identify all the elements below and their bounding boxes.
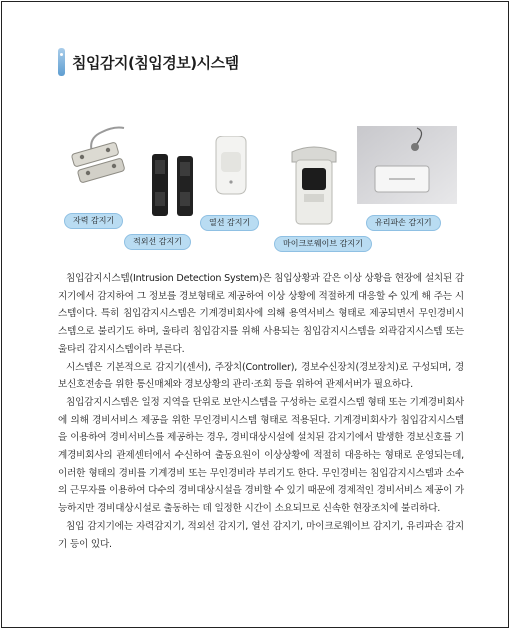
document-page	[1, 1, 509, 628]
title-accent-bar	[58, 48, 65, 76]
magnetic-sensor-label: 자력 감지기	[64, 213, 123, 229]
infrared-sensor-image	[148, 152, 198, 218]
glassbreak-sensor-image	[357, 126, 457, 204]
paragraph-4: 침입 감지기에는 자력감지기, 적외선 감지기, 열선 감지기, 마이크로웨이브 감지기, 유리파손 감지기 등이 있다.	[58, 520, 464, 550]
paragraph-2: 시스템은 기본적으로 감지기(센서), 주장치(Controller), 경보수신장치(경보장치)로 구성되며, 경보신호전송을 위한 통신매체와 경보상황의 관리·조회 등을 위하여 관제서버가 필요하다.	[58, 361, 464, 391]
microwave-sensor-label: 마이크로웨이브 감지기	[274, 236, 372, 252]
body-text	[58, 270, 464, 553]
infrared-sensor-label: 적외선 감지기	[124, 234, 191, 250]
glassbreak-sensor-label: 유리파손 감지기	[366, 215, 441, 231]
thermal-sensor-label: 열선 감지기	[200, 215, 259, 231]
magnetic-sensor-image	[62, 126, 147, 188]
thermal-sensor-image	[212, 136, 250, 196]
page-title: 침입감지(침입경보)시스템	[72, 54, 239, 72]
paragraph-1: 침입감지시스템(Intrusion Detection System)은 침입상황과 같은 이상 상황을 현장에 설치된 감지기에서 감지하여 그 정보를 경보형태로 제공하여 이상 상황에 적절하게 대응할 수 있게 해 주는 시스템이다. 특히 침입감지시스템은 기계경비회사에 의해 용역서비스 형태로 제공되면서 무인경비시스템으로 불리기도 하며, 울타리 침입감지를 위해 사용되는 침입감지시스템을 외곽감지시스템 또는 울타리 감지시스템이라 부른다.	[58, 273, 464, 355]
microwave-sensor-image	[290, 142, 338, 228]
paragraph-3: 침입감지시스템은 일정 지역을 단위로 보안시스템을 구성하는 로컬시스템 형태 또는 기계경비회사에 의해 경비서비스 제공을 위한 무인경비시스템 형태로 적용된다. 기계경비회사가 침입감지시스템을 이용하여 경비서비스를 제공하는 경우, 경비대상시설에 설치된 감지기에서 발생한 경보신호를 기계경비회사의 관제센터에서 수신하여 출동요원이 이상상황에 적절히 대응하는 형태로 운영되는데, 이러한 형태의 경비를 기계경비 또는 무인경비라 부리기도 한다. 무인경비는 침입감지시스템과 소수의 근무자를 이용하여 다수의 경비대상시설을 경비할 수 있기 때문에 경제적인 경비서비스 제공이 가능하지만 경비대상시설로 출동하는 데 일정한 시간이 소요되므로 신속한 현장조치에 불리하다.	[58, 396, 464, 515]
